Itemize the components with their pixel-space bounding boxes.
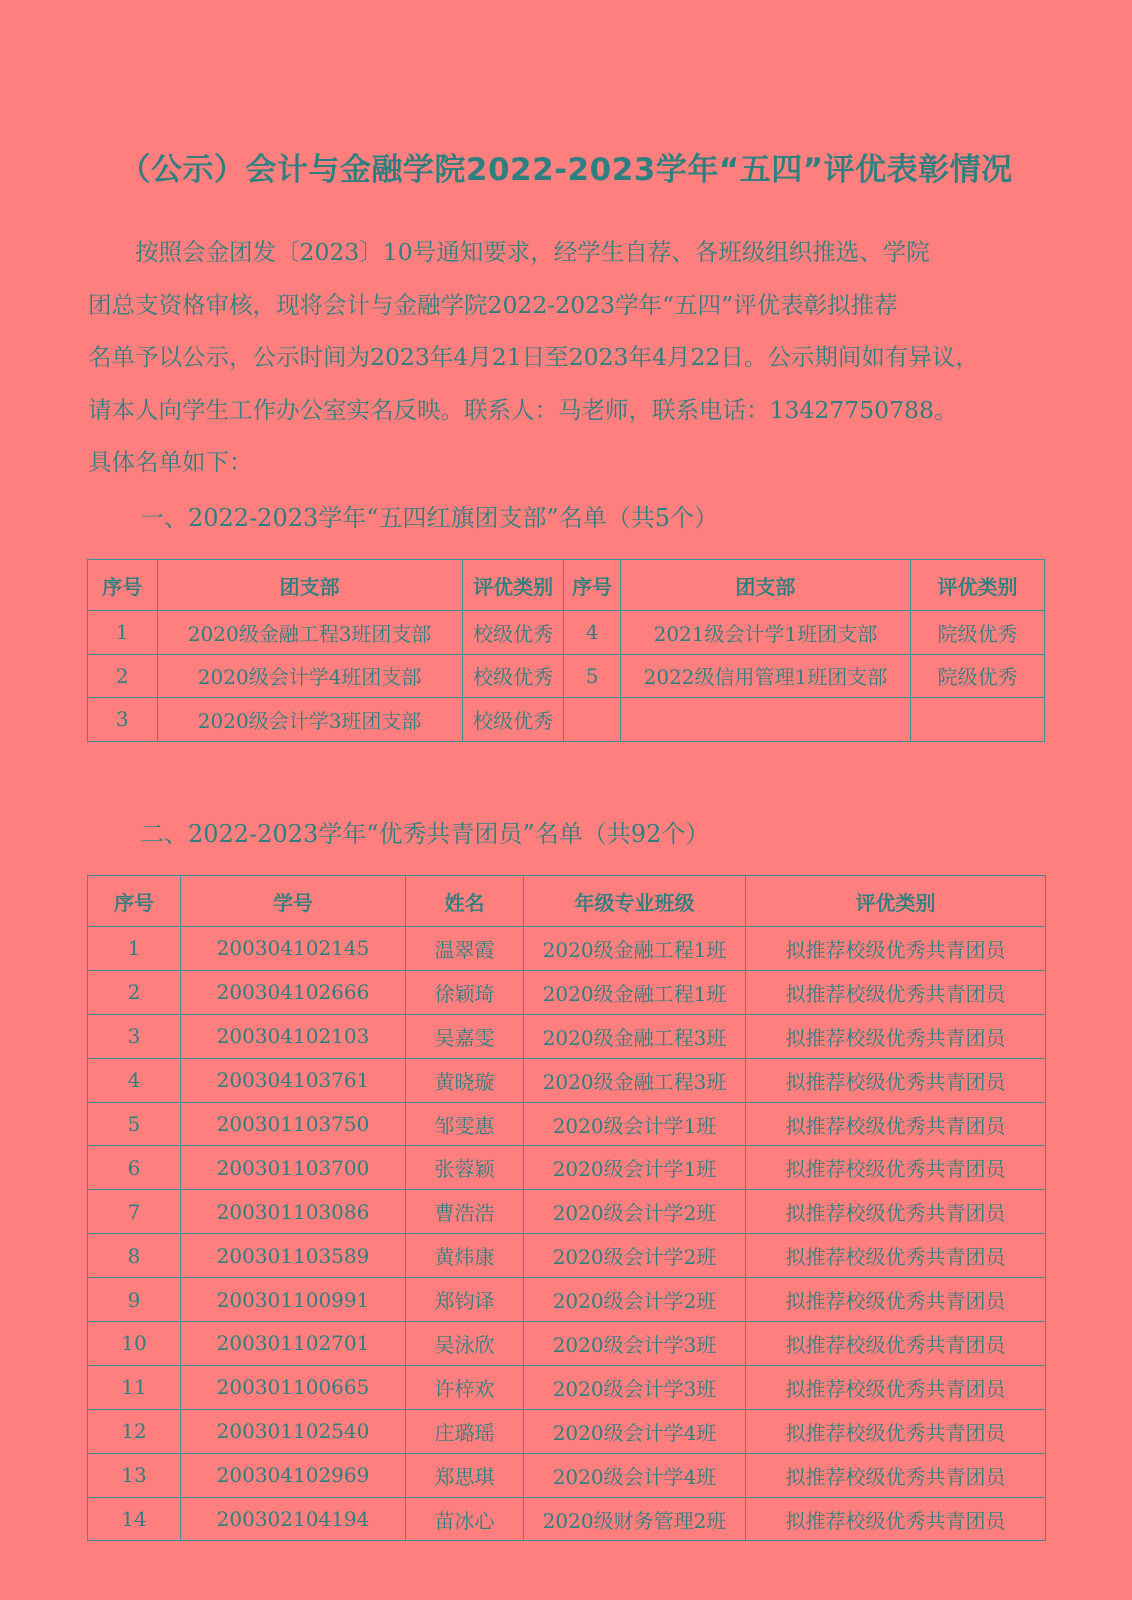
table-cell: 邹雯惠 bbox=[406, 1102, 524, 1146]
table-cell: 郑钧译 bbox=[406, 1278, 524, 1322]
table-cell: 2020级会计学2班 bbox=[524, 1190, 746, 1234]
table-cell: 200301103589 bbox=[181, 1234, 406, 1278]
table-header-row bbox=[88, 560, 1045, 611]
table-cell: 1 bbox=[88, 611, 158, 655]
table-cell: 黄炜康 bbox=[406, 1234, 524, 1278]
table-row bbox=[88, 1278, 1046, 1322]
header-cell: 评优类别 bbox=[462, 560, 564, 611]
table-row bbox=[88, 654, 1045, 698]
table-row bbox=[88, 1146, 1046, 1190]
table-cell bbox=[910, 698, 1044, 742]
document-title: （公示）会计与金融学院2022-2023学年“五四”评优表彰情况 bbox=[119, 152, 1013, 188]
table-row bbox=[88, 1014, 1046, 1058]
table-cell: 2020级会计学3班 bbox=[524, 1322, 746, 1366]
table-cell: 10 bbox=[88, 1322, 181, 1366]
table-cell: 庄璐瑶 bbox=[406, 1409, 524, 1453]
table-cell: 2020级金融工程1班 bbox=[524, 970, 746, 1014]
table-row bbox=[88, 611, 1045, 655]
table-row bbox=[88, 1497, 1046, 1541]
table-cell: 2020级会计学4班 bbox=[524, 1409, 746, 1453]
table-cell: 黄晓璇 bbox=[406, 1058, 524, 1102]
table-cell: 5 bbox=[564, 654, 620, 698]
table-row bbox=[88, 1234, 1046, 1278]
table-cell: 拟推荐校级优秀共青团员 bbox=[746, 1409, 1046, 1453]
table-cell: 拟推荐校级优秀共青团员 bbox=[746, 1453, 1046, 1497]
table-row bbox=[88, 1409, 1046, 1453]
table-cell: 徐颖琦 bbox=[406, 970, 524, 1014]
table-cell: 2020级财务管理2班 bbox=[524, 1497, 746, 1541]
table-cell: 2020级金融工程3班团支部 bbox=[157, 611, 462, 655]
table-row bbox=[88, 1058, 1046, 1102]
table-cell: 2021级会计学1班团支部 bbox=[620, 611, 910, 655]
table-cell: 3 bbox=[88, 1014, 181, 1058]
table-cell: 拟推荐校级优秀共青团员 bbox=[746, 1146, 1046, 1190]
table-cell: 拟推荐校级优秀共青团员 bbox=[746, 1365, 1046, 1409]
table-cell: 200304102145 bbox=[181, 927, 406, 971]
table-cell: 2 bbox=[88, 654, 158, 698]
table-cell: 拟推荐校级优秀共青团员 bbox=[746, 970, 1046, 1014]
table-cell: 3 bbox=[88, 698, 158, 742]
table-cell: 200301102701 bbox=[181, 1322, 406, 1366]
table-cell: 4 bbox=[564, 611, 620, 655]
table-cell: 郑思琪 bbox=[406, 1453, 524, 1497]
table-header-row bbox=[88, 876, 1046, 927]
table-row bbox=[88, 1190, 1046, 1234]
table-row bbox=[88, 698, 1045, 742]
table-cell: 200301103700 bbox=[181, 1146, 406, 1190]
table-row bbox=[88, 1365, 1046, 1409]
table-cell: 2020级会计学2班 bbox=[524, 1234, 746, 1278]
intro-line: 名单予以公示，公示时间为2023年4月21日至2023年4月22日。公示期间如有异议， bbox=[88, 343, 979, 371]
table-cell: 许梓欢 bbox=[406, 1365, 524, 1409]
table-cell: 4 bbox=[88, 1058, 181, 1102]
table-cell: 1 bbox=[88, 927, 181, 971]
table-cell: 13 bbox=[88, 1453, 181, 1497]
table-cell: 拟推荐校级优秀共青团员 bbox=[746, 1278, 1046, 1322]
table-cell: 200304103761 bbox=[181, 1058, 406, 1102]
table-cell: 200304102969 bbox=[181, 1453, 406, 1497]
table-cell: 院级优秀 bbox=[910, 611, 1044, 655]
table-row bbox=[88, 1322, 1046, 1366]
table-cell: 200301100991 bbox=[181, 1278, 406, 1322]
table-cell: 拟推荐校级优秀共青团员 bbox=[746, 1234, 1046, 1278]
table-cell: 吴泳欣 bbox=[406, 1322, 524, 1366]
table-cell: 8 bbox=[88, 1234, 181, 1278]
intro-paragraph bbox=[88, 226, 1045, 489]
table-cell: 2020级会计学2班 bbox=[524, 1278, 746, 1322]
table-cell: 6 bbox=[88, 1146, 181, 1190]
table-cell: 5 bbox=[88, 1102, 181, 1146]
table-cell: 14 bbox=[88, 1497, 181, 1541]
table-cell: 2020级会计学1班 bbox=[524, 1146, 746, 1190]
red-flag-branch-table bbox=[87, 559, 1045, 742]
table-cell bbox=[620, 698, 910, 742]
table-cell: 2 bbox=[88, 970, 181, 1014]
table-cell: 苗冰心 bbox=[406, 1497, 524, 1541]
table-cell: 2020级金融工程3班 bbox=[524, 1058, 746, 1102]
table-cell: 院级优秀 bbox=[910, 654, 1044, 698]
header-cell: 年级专业班级 bbox=[524, 876, 746, 927]
section2-heading: 二、2022-2023学年“优秀共青团员”名单（共92个） bbox=[140, 820, 710, 848]
header-cell: 序号 bbox=[564, 560, 620, 611]
table-cell: 拟推荐校级优秀共青团员 bbox=[746, 1322, 1046, 1366]
table-cell: 温翠霞 bbox=[406, 927, 524, 971]
table-cell: 拟推荐校级优秀共青团员 bbox=[746, 1190, 1046, 1234]
header-cell: 序号 bbox=[88, 876, 181, 927]
table-cell: 校级优秀 bbox=[462, 654, 564, 698]
table-cell: 2020级会计学3班 bbox=[524, 1365, 746, 1409]
header-cell: 评优类别 bbox=[910, 560, 1044, 611]
table-row bbox=[88, 1102, 1046, 1146]
intro-line: 团总支资格审核，现将会计与金融学院2022-2023学年“五四”评优表彰拟推荐 bbox=[88, 290, 898, 319]
table-row bbox=[88, 927, 1046, 971]
table-cell: 7 bbox=[88, 1190, 181, 1234]
table-cell: 9 bbox=[88, 1278, 181, 1322]
table-cell: 2020级会计学3班团支部 bbox=[157, 698, 462, 742]
table-cell: 吴嘉雯 bbox=[406, 1014, 524, 1058]
table-cell: 2020级金融工程3班 bbox=[524, 1014, 746, 1058]
header-cell: 姓名 bbox=[406, 876, 524, 927]
intro-line: 请本人向学生工作办公室实名反映。联系人：马老师，联系电话：13427750788。 bbox=[88, 395, 958, 424]
header-cell: 团支部 bbox=[620, 560, 910, 611]
table-cell: 2022级信用管理1班团支部 bbox=[620, 654, 910, 698]
table-cell: 2020级金融工程1班 bbox=[524, 927, 746, 971]
header-cell: 序号 bbox=[88, 560, 158, 611]
section1-heading: 一、2022-2023学年“五四红旗团支部”名单（共5个） bbox=[140, 504, 719, 532]
table-cell: 12 bbox=[88, 1409, 181, 1453]
table-cell: 200301100665 bbox=[181, 1365, 406, 1409]
table-cell: 拟推荐校级优秀共青团员 bbox=[746, 1102, 1046, 1146]
table-cell: 拟推荐校级优秀共青团员 bbox=[746, 1497, 1046, 1541]
outstanding-member-table bbox=[87, 875, 1046, 1541]
table-cell: 拟推荐校级优秀共青团员 bbox=[746, 1058, 1046, 1102]
table-cell: 11 bbox=[88, 1365, 181, 1409]
table-cell: 200304102666 bbox=[181, 970, 406, 1014]
table-cell: 拟推荐校级优秀共青团员 bbox=[746, 927, 1046, 971]
table-cell: 2020级会计学1班 bbox=[524, 1102, 746, 1146]
table-cell: 2020级会计学4班团支部 bbox=[157, 654, 462, 698]
table-cell bbox=[564, 698, 620, 742]
table-cell: 200302104194 bbox=[181, 1497, 406, 1541]
intro-line: 具体名单如下： bbox=[88, 448, 253, 476]
table-cell: 200301103750 bbox=[181, 1102, 406, 1146]
table-cell: 曹浩浩 bbox=[406, 1190, 524, 1234]
intro-line: 按照会金团发〔2023〕10号通知要求，经学生自荐、各班级组织推选、学院 bbox=[88, 238, 930, 266]
header-cell: 团支部 bbox=[157, 560, 462, 611]
table-row bbox=[88, 970, 1046, 1014]
table-cell: 张蓉颖 bbox=[406, 1146, 524, 1190]
table-cell: 拟推荐校级优秀共青团员 bbox=[746, 1014, 1046, 1058]
table-cell: 200301102540 bbox=[181, 1409, 406, 1453]
table-cell: 校级优秀 bbox=[462, 611, 564, 655]
table-cell: 2020级会计学4班 bbox=[524, 1453, 746, 1497]
table-cell: 200301103086 bbox=[181, 1190, 406, 1234]
header-cell: 评优类别 bbox=[746, 876, 1046, 927]
table-cell: 200304102103 bbox=[181, 1014, 406, 1058]
table-body bbox=[88, 927, 1046, 1541]
table-cell: 校级优秀 bbox=[462, 698, 564, 742]
table-row bbox=[88, 1453, 1046, 1497]
header-cell: 学号 bbox=[181, 876, 406, 927]
